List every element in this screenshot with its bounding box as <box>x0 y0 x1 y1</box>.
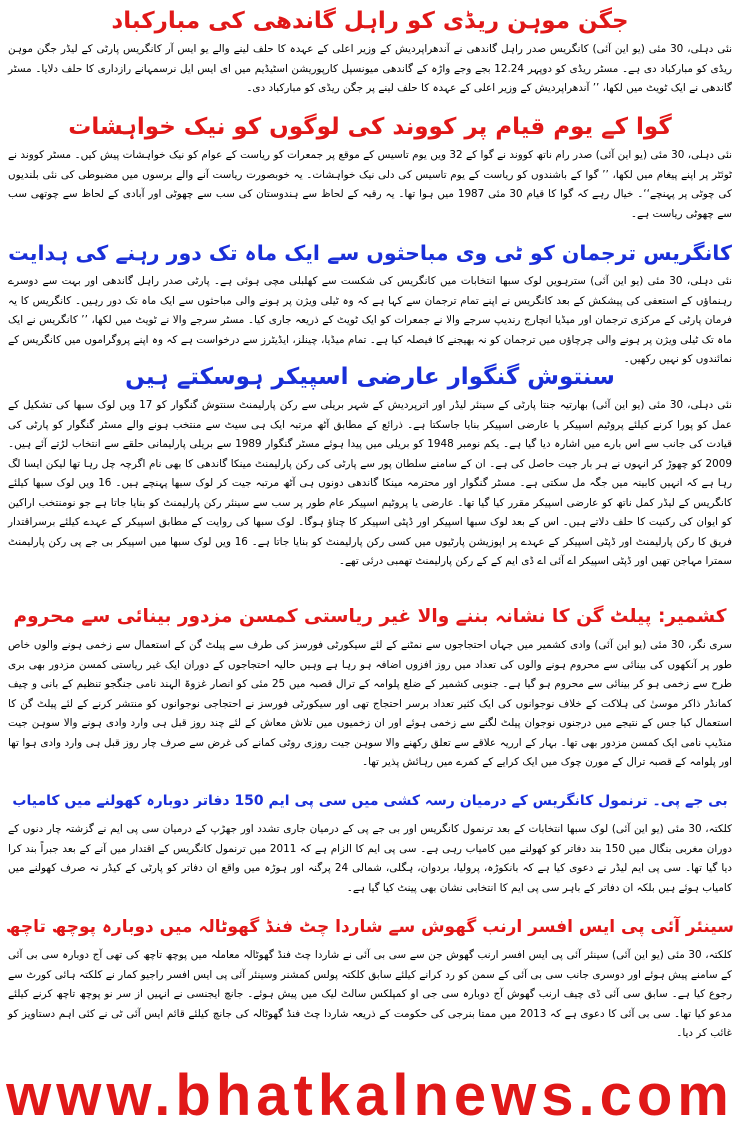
news-story-congress-spokespersons <box>6 226 734 365</box>
footer-website-link[interactable]: www.bhatkalnews.com <box>6 1063 734 1128</box>
story-body: سری نگر، 30 مئی (یو این آئی) وادی کشمیر میں جہاں احتجاجوں سے نمٹنے کے لئے سیکورٹی فورسز کی طرف سے پیلٹ گن کے استعمال سے زخمی ہونے والوں خاص طور پر آنکھوں کی بینائی سے محروم ہونے والوں کی تعداد میں روز افزوں اضافہ ہو رہا ہے وہیں حالیہ احتجاجوں کے دوران ایک غیر ریاستی کمسن مزدور بھی بری طرح سے زخمی ہو کر بینائی سے محروم ہو گیا ہے۔ جنوبی کشمیر کے ضلع پلوامہ کے ترال قصبہ میں 25 مئی کو انصار غزوۃ الہند نامی جنگجو تنظیم کے بانی و چیف کمانڈر ذاکر موسیٰ کی ہلاکت کے خلاف نوجوانوں کی ایک کثیر تعداد برسر احتجاج تھی اور سیکورٹی فورسز نے احتجاجی نوجوانوں کو منتشر کرنے کے لئے پیلٹ گن کا استعمال کیا جس کے نتیجے میں درجنوں نوجوان پیلٹ لگنے سے زخمی ہوئے اور ان زخمیوں میں تلاش معاش کے لئے چند روز قبل ہی وارد وادی ہونے والا سوہن جیت منڈیپ نامی ایک کمسن مزدور بھی تھا۔ بہار کے ارریہ علاقے سے تعلق رکھنے والا سوہن جیت روزی روٹی کمانے کی غرض سے صرف چار روز قبل ہی وارد وادی ہوا تھا اور پلوامہ کے قصبہ ترال کے مورن چوک میں ایک کرایے کے کمرے میں رہائش پذیر تھا۔ <box>8 639 732 768</box>
story-body: نئی دہلی، 30 مئی (یو این آئی) بھارتیہ جنتا پارٹی کے سینئر لیڈر اور اترپردیش کے شہر بریلی سے رکن پارلیمنٹ سنتوش گنگوار کو 17 ویں لوک سبھا کی تشکیل کے عمل کو پورا کرنے کیلئے پروٹیم اسپیکر یا عارضی اسپیکر بنایا جاسکتا ہے۔ ذرائع کے مطابق آٹھ مرتبہ ایک ہی سیٹ سے منتخب ہونے والے مسٹر گنگوار کو پارٹی کی قیادت کی جانب سے اس بارے میں اشارہ دیا گیا ہے۔ یکم نومبر 1948 کو بریلی میں پیدا ہوئے مسٹر گنگوار 1989 سے بریلی پارلیمانی حلقے سے انتخاب لڑتے آئے ہیں۔ 2009 کو چھوڑ کر انہوں نے ہر بار جیت حاصل کی ہے۔ ان کے سامنے سلطان پور سے پارٹی کی رکن پارلیمنٹ مینکا گاندھی کا بھی نام اگرچہ چل رہا تھا لیکن ایسا لگ رہا ہے کہ انہیں کابینہ میں جگہ مل سکتی ہے۔ مسٹر گنگوار اور محترمہ مینکا گاندھی دونوں ہی آٹھ مرتبہ جیت کر لوک سبھا پہنچے ہیں۔ 16 ویں لوک سبھا کیلئے کانگریس کے لیڈر کمل ناتھ کو عارضی اسپیکر مقرر کیا گیا تھا۔ عارضی یا پروٹیم اسپیکر عام طور پر سب سے سینئر رکن پارلیمنٹ کو بنایا جاتا ہے جو نومنتخب اراکین کو ایوان کی رکنیت کا حلف دلاتے ہیں۔ اس کے بعد لوک سبھا اسپیکر اور ڈپٹی اسپیکر کا چناؤ ہوگا۔ لوک سبھا کی روایت کے مطابق اسپیکر کے عہدے کیلئے برسراقتدار فریق کا رکن پارلیمنٹ اور ڈپٹی اسپیکر کے عہدے پر اپوزیشن پارٹیوں میں کسی رکن پارلیمنٹ کو بنایا جاتا ہے۔ 16 ویں لوک سبھا میں اسپیکر بی جے پی رکن پارلیمنٹ سمترا مہاجن تھیں اور ڈپٹی اسپیکر اے آئی اے ڈی ایم کے کے رکن پارلیمنٹ تھمبی درئی تھے۔ <box>8 399 732 567</box>
story-headline: کانگریس ترجمان کو ٹی وی مباحثوں سے ایک ماہ تک دور رہنے کی ہدایت <box>8 241 732 265</box>
story-body: کلکتہ، 30 مئی (یو این آئی) لوک سبھا انتخابات کے بعد ترنمول کانگریس اور بی جے پی کے درمیان جاری تشدد اور جھڑپ کے درمیان سی پی ایم نے گزشتہ چار دنوں کے دوران مغربی بنگال میں 150 بند دفاتر کو کھولنے میں کامیاب رہی ہے۔ سی پی ایم کا الزام ہے کہ 2011 میں ترنمول کانگریس کے اقتدار میں آنے کے بعد جبراً بند کرا دیا گیا تھا۔ سی پی ایم لیڈر نے دعوی کیا ہے کہ بانکوڑہ، پرولیا، بردوان، ہگلی، شمالی 24 پرگنہ اور ہوڑہ میں واقع ان دفاتر کو پارٹی کے کیڈر نہ صرف کھولنے میں کامیاب ہوئے ہیں بلکہ ان دفاتر کے باہر سی پی ایم کا انتخابی نشان بھی پینٹ کیا گیا ہے۔ <box>8 823 733 894</box>
story-body: نئی دہلی، 30 مئی (یو این آئی) کانگریس صدر راہل گاندھی نے آندھراپردیش کے وزیر اعلی کے عہدہ کا حلف لینے والے یو ایس آر کانگریس پارٹی کے لیڈر جگن موہن ریڈی کو مبارکباد دی ہے۔ مسٹر ریڈی کو دوپہر 12.24 بجے وجے واڑہ کے گاندھی میونسپل کارپوریشن اسٹیڈیم میں ای ایس ایل نرسمہانے رازداری کا حلف دلایا۔ مسٹر گاندھی نے ایک ٹویٹ میں لکھا، ’’ آندھراپردیش کے وزیر اعلی کے عہدہ کا حلف لینے پر جگن ریڈی کو مبارکباد دی۔ <box>8 43 732 94</box>
story-body: نئی دہلی، 30 مئی (یو این آئی) صدر رام ناتھ کووند نے گوا کے 32 ویں یوم تاسیس کے موقع پر جمعرات کو ریاست کے عوام کو نیک خواہشات پیش کیں۔ مسٹر کووند نے ٹوئٹر پر اپنے پیغام میں لکھا، ’’ گوا کے باشندوں کو ریاست کے یوم تاسیس کی دلی نیک خواہشات۔ یہ خوبصورت ریاست آنے والے برسوں میں مضبوطی کی نئی بلندیوں کی چوٹی پر پہنچے‘‘۔ خیال رہے کہ گوا کا قیام 30 مئی 1987 میں ہوا تھا۔ یہ رقبہ کے لحاظ سے ہندوستان کی سب سے چھوٹی اور آبادی کے لحاظ سے چوتھی سب سے چھوٹی ریاست ہے۔ <box>8 149 732 220</box>
story-headline: سینئر آئی پی ایس افسر ارنب گھوش سے شاردا چٹ فنڈ گھوٹالہ میں دوبارہ پوچھ تاچھ <box>5 917 734 937</box>
news-story-saradha-chit-fund <box>5 900 734 1039</box>
story-headline: سنتوش گنگوار عارضی اسپیکر ہوسکتے ہیں <box>125 364 615 390</box>
news-story-jagan-reddy <box>6 4 734 100</box>
news-story-kashmir-pellet <box>6 594 734 776</box>
news-story-goa-foundation-day <box>6 100 734 226</box>
news-story-protem-speaker <box>6 352 734 594</box>
story-headline: بی جے پی۔ ترنمول کانگریس کے درمیان رسہ کشی میں سی پی ایم 150 دفاتر دوبارہ کھولنے میں کامیاب <box>12 793 728 809</box>
story-body: کلکتہ، 30 مئی (یو این آئی) سینئر آئی پی ایس افسر ارنب گھوش جن سے سی بی آئی نے شاردا چٹ فنڈ گھوٹالہ معاملہ میں پوچھ تاچھ کی تھی آج دوبارہ سی بی آئی کے سامنے پیش ہوئے اور دوسری جانب سی بی آئی کے سمن کو رد کرانے کیلئے سابق کلکتہ پولس کمشنر وسینئر آئی پی ایس افسر راجیو کمار نے کلکتہ ہائی کورٹ سے رجوع کیا ہے۔ سابق سی آئی ڈی چیف ارنب گھوش آج دوبارہ سی جی او کمپلکس سالٹ لیک میں پیش ہوئے۔ جانچ ایجنسی نے انہیں از سر نو پوچھ تاچھ کرنے کیلئے مدعو کیا تھا۔ سی بی آئی کا دعوی ہے کہ 2013 میں ممتا بنرجی کی حکومت کے ذریعہ شاردا چٹ فنڈ گھوٹالہ کی جانچ کیلئے قائم ایس آئی ٹی نے کئی اہم دستاویز کو غائب کر دیا۔ <box>8 949 732 1039</box>
news-story-cpm-offices <box>6 776 734 900</box>
story-body: نئی دہلی، 30 مئی (یو این آئی) سترہویں لوک سبھا انتخابات میں کانگریس کی شکست سے کھلبلی مچی ہوئی ہے۔ پارٹی صدر راہل گاندھی اور بہت سے دوسرے رہنماؤں کے استعفی کی پیشکش کے بعد کانگریس نے اپنے تمام ترجمان سے کہا ہے کہ وہ ٹیلی ویژن پر ہونے والی مباحثوں سے ایک ماہ تک دور رہیں۔ کانگریس کا یہ فرمان پارٹی کے مرکزی ترجمان اور میڈیا انچارج رندیپ سرجے والا نے جمعرات کو ایک ٹویٹ کے ذریعہ جاری کیا۔ مسٹر سرجے والا نے ٹویٹ میں لکھا، ’’ کانگریس نے ایک ماہ تک ٹیلی ویژن پر ہونے والی چرچاؤں میں ترجمان کو نہ بھیجنے کا فیصلہ کیا ہے۔ تمام میڈیا، چینلز، ایڈیٹرز سے درخواست ہے کہ وہ اپنے پروگراموں میں کانگریس کے نمائندوں کو نہیں رکھیں۔ <box>8 275 733 365</box>
story-headline: کشمیر: پیلٹ گن کا نشانہ بننے والا غیر ریاستی کمسن مزدور بینائی سے محروم <box>13 606 727 627</box>
story-headline: گوا کے یوم قیام پر کووند کی لوگوں کو نیک خواہشات <box>68 114 672 140</box>
story-headline: جگن موہن ریڈی کو راہل گاندھی کی مبارکباد <box>111 8 629 34</box>
